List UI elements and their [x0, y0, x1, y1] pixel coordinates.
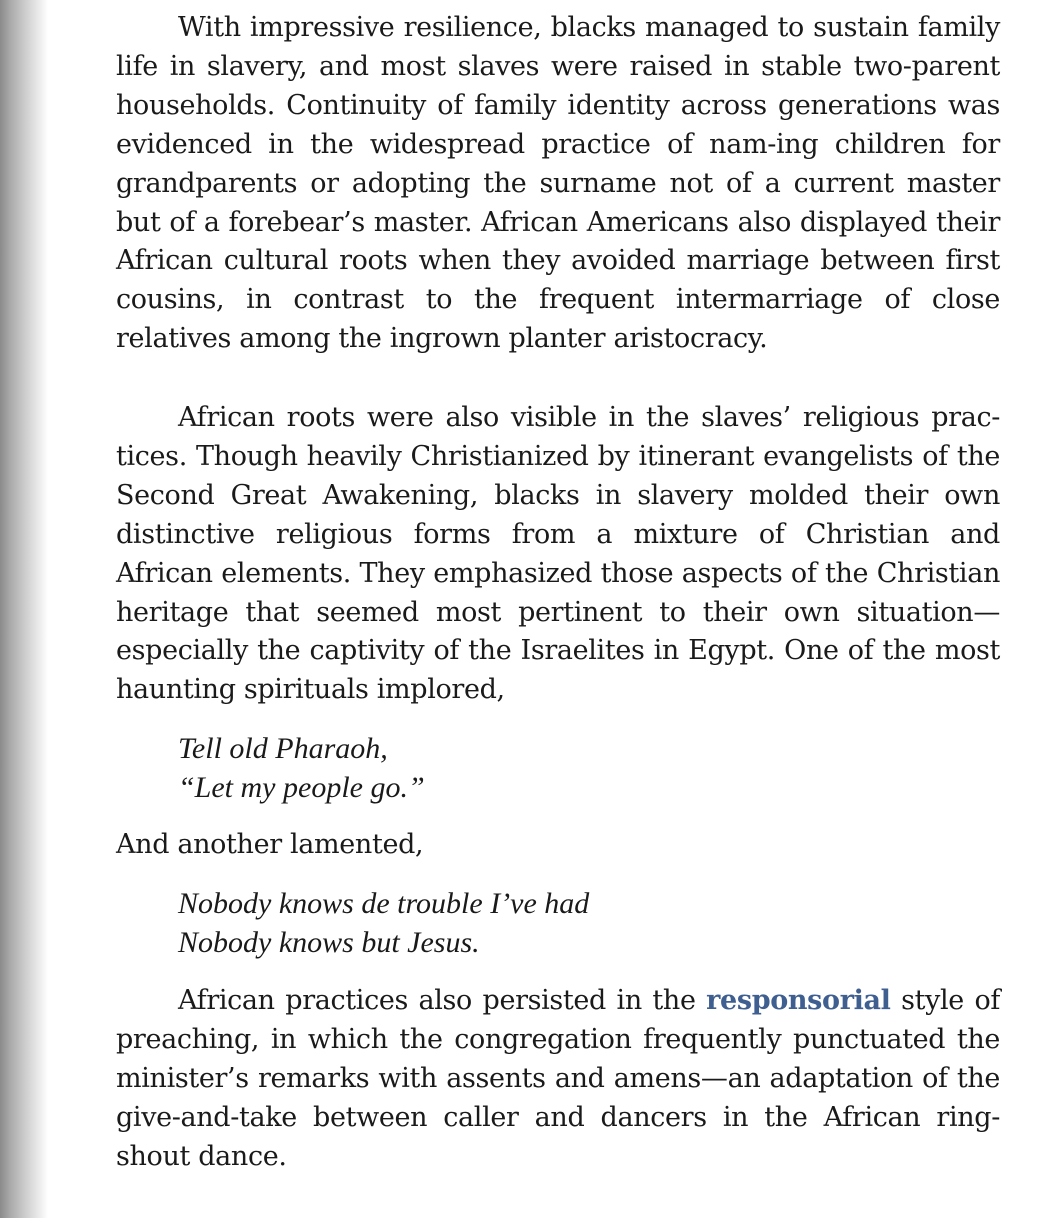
verse-line: “Let my people go.”: [178, 770, 425, 804]
book-page: [116, 0, 1000, 1218]
page-gutter-shadow: [0, 0, 48, 1218]
paragraph-religious-practices: African roots were also visible in the slaves’ religious prac-tices. Though heavily Christianized by itinerant evangelists of the Second Great Awakening, blacks in slavery molded their own distinctive religious forms from a mixture of Christian and African elements. They emphasized those aspects of the Christian heritage that seemed most pertinent to their own situation—especially the captivity of the Israelites in Egypt. One of the most haunting spirituals implored,: [116, 402, 1000, 706]
key-term: responsorial: [706, 985, 891, 1016]
verse-transition: And another lamented,: [116, 829, 424, 860]
paragraph-text: style of preaching, in which the congregation frequently punctuated the minister’s remarks with assents and amens—an adaptation of the give-and-take between caller and dancers in the African ring-shout dance.: [116, 985, 1001, 1172]
verse-line: Nobody knows de trouble I’ve had: [178, 887, 590, 920]
paragraph-family-life: With impressive resilience, blacks managed to sustain family life in slavery, and most slaves were raised in stable two-parent households. Continuity of family identity across generations was evidenced in the widespread practice of nam-ing children for grandparents or adopting the surname not of a current master but of a forebear’s master. African Americans also displayed their African cultural roots when they avoided marriage between first cousins, in contrast to the frequent intermarriage of close relatives among the ingrown planter aristocracy.: [116, 12, 1000, 355]
paragraph-responsorial-preaching: [116, 982, 1000, 1177]
verse-line: Nobody knows but Jesus.: [178, 925, 480, 959]
paragraph-text: African practices also persisted in the: [178, 985, 696, 1016]
verse-line: Tell old Pharaoh,: [178, 732, 388, 765]
spiritual-verse-pharaoh: [178, 730, 425, 807]
spiritual-verse-nobody-knows: [178, 885, 589, 962]
